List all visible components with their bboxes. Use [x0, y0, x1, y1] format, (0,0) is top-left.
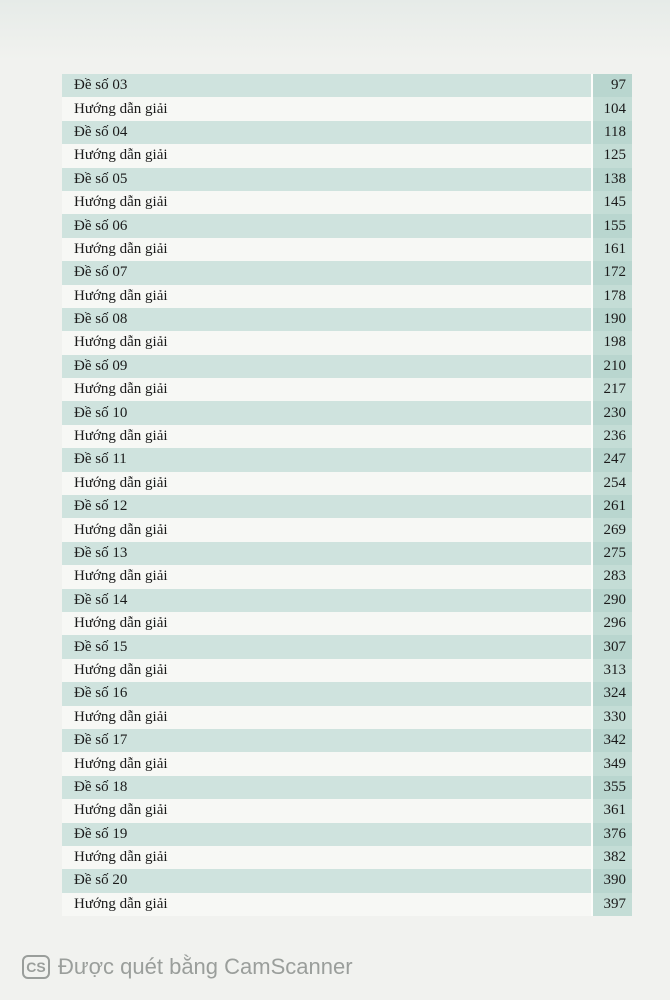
toc-entry-title: Đề số 09 [62, 355, 592, 378]
toc-entry-page: 254 [592, 472, 632, 495]
toc-entry-title: Hướng dẫn giải [62, 425, 592, 448]
toc-entry-title: Đề số 14 [62, 589, 592, 612]
toc-entry-title: Hướng dẫn giải [62, 518, 592, 541]
toc-entry-page: 125 [592, 144, 632, 167]
toc-entry-title: Đề số 11 [62, 448, 592, 471]
toc-entry-title: Đề số 13 [62, 542, 592, 565]
toc-row [62, 121, 632, 144]
toc-row [62, 331, 632, 354]
toc-row [62, 144, 632, 167]
toc-entry-page: 349 [592, 752, 632, 775]
toc-row [62, 799, 632, 822]
toc-entry-page: 155 [592, 214, 632, 237]
toc-entry-page: 178 [592, 285, 632, 308]
toc-row [62, 425, 632, 448]
toc-row [62, 355, 632, 378]
toc-row [62, 191, 632, 214]
toc-entry-title: Đề số 20 [62, 869, 592, 892]
toc-row [62, 869, 632, 892]
toc-entry-title: Đề số 16 [62, 682, 592, 705]
toc-entry-title: Đề số 18 [62, 776, 592, 799]
toc-entry-page: 269 [592, 518, 632, 541]
toc-row [62, 74, 632, 97]
toc-row [62, 401, 632, 424]
toc-entry-title: Đề số 12 [62, 495, 592, 518]
toc-row [62, 518, 632, 541]
toc-entry-page: 236 [592, 425, 632, 448]
toc-row [62, 752, 632, 775]
toc-entry-title: Hướng dẫn giải [62, 191, 592, 214]
toc-row [62, 261, 632, 284]
toc-entry-title: Hướng dẫn giải [62, 752, 592, 775]
toc-entry-page: 283 [592, 565, 632, 588]
toc-row [62, 238, 632, 261]
toc-entry-title: Đề số 04 [62, 121, 592, 144]
toc-row [62, 214, 632, 237]
toc-row [62, 823, 632, 846]
toc-entry-page: 217 [592, 378, 632, 401]
toc-entry-title: Đề số 03 [62, 74, 592, 97]
table-of-contents [62, 74, 632, 916]
toc-row [62, 565, 632, 588]
toc-entry-page: 355 [592, 776, 632, 799]
toc-entry-page: 230 [592, 401, 632, 424]
toc-row [62, 308, 632, 331]
toc-entry-page: 361 [592, 799, 632, 822]
toc-entry-page: 210 [592, 355, 632, 378]
toc-entry-title: Đề số 07 [62, 261, 592, 284]
toc-row [62, 635, 632, 658]
toc-entry-page: 104 [592, 97, 632, 120]
toc-entry-page: 376 [592, 823, 632, 846]
toc-entry-page: 307 [592, 635, 632, 658]
camscanner-watermark [22, 954, 353, 980]
toc-row [62, 472, 632, 495]
toc-entry-title: Hướng dẫn giải [62, 565, 592, 588]
toc-entry-page: 97 [592, 74, 632, 97]
toc-entry-page: 275 [592, 542, 632, 565]
toc-entry-title: Hướng dẫn giải [62, 97, 592, 120]
toc-entry-page: 172 [592, 261, 632, 284]
toc-entry-page: 198 [592, 331, 632, 354]
toc-row [62, 776, 632, 799]
toc-row [62, 706, 632, 729]
toc-row [62, 682, 632, 705]
page-top-shade [0, 0, 670, 60]
toc-entry-page: 382 [592, 846, 632, 869]
toc-entry-page: 261 [592, 495, 632, 518]
toc-entry-page: 290 [592, 589, 632, 612]
toc-row [62, 168, 632, 191]
toc-row [62, 589, 632, 612]
toc-row [62, 542, 632, 565]
toc-entry-title: Hướng dẫn giải [62, 893, 592, 916]
toc-row [62, 97, 632, 120]
toc-row [62, 378, 632, 401]
toc-entry-title: Đề số 06 [62, 214, 592, 237]
toc-body [62, 74, 632, 916]
toc-entry-page: 190 [592, 308, 632, 331]
toc-entry-title: Hướng dẫn giải [62, 846, 592, 869]
toc-entry-title: Hướng dẫn giải [62, 659, 592, 682]
toc-row [62, 729, 632, 752]
toc-entry-page: 313 [592, 659, 632, 682]
toc-entry-title: Hướng dẫn giải [62, 472, 592, 495]
toc-entry-page: 145 [592, 191, 632, 214]
toc-entry-page: 324 [592, 682, 632, 705]
toc-row [62, 659, 632, 682]
toc-entry-page: 247 [592, 448, 632, 471]
toc-row [62, 893, 632, 916]
toc-row [62, 495, 632, 518]
watermark-text: Được quét bằng CamScanner [58, 954, 353, 979]
toc-entry-title: Hướng dẫn giải [62, 706, 592, 729]
toc-entry-page: 330 [592, 706, 632, 729]
camscanner-logo-icon: CS [22, 955, 50, 979]
toc-entry-page: 118 [592, 121, 632, 144]
toc-row [62, 846, 632, 869]
toc-entry-title: Hướng dẫn giải [62, 378, 592, 401]
toc-entry-title: Đề số 15 [62, 635, 592, 658]
toc-entry-title: Hướng dẫn giải [62, 144, 592, 167]
toc-entry-title: Đề số 05 [62, 168, 592, 191]
toc-entry-title: Hướng dẫn giải [62, 799, 592, 822]
toc-entry-title: Hướng dẫn giải [62, 612, 592, 635]
toc-row [62, 448, 632, 471]
toc-entry-page: 138 [592, 168, 632, 191]
toc-row [62, 285, 632, 308]
toc-entry-title: Hướng dẫn giải [62, 285, 592, 308]
toc-entry-page: 390 [592, 869, 632, 892]
toc-entry-title: Đề số 08 [62, 308, 592, 331]
toc-entry-title: Hướng dẫn giải [62, 331, 592, 354]
toc-entry-title: Đề số 17 [62, 729, 592, 752]
toc-entry-title: Đề số 19 [62, 823, 592, 846]
toc-row [62, 612, 632, 635]
toc-entry-title: Đề số 10 [62, 401, 592, 424]
toc-entry-title: Hướng dẫn giải [62, 238, 592, 261]
toc-entry-page: 342 [592, 729, 632, 752]
toc-entry-page: 296 [592, 612, 632, 635]
toc-entry-page: 161 [592, 238, 632, 261]
toc-entry-page: 397 [592, 893, 632, 916]
